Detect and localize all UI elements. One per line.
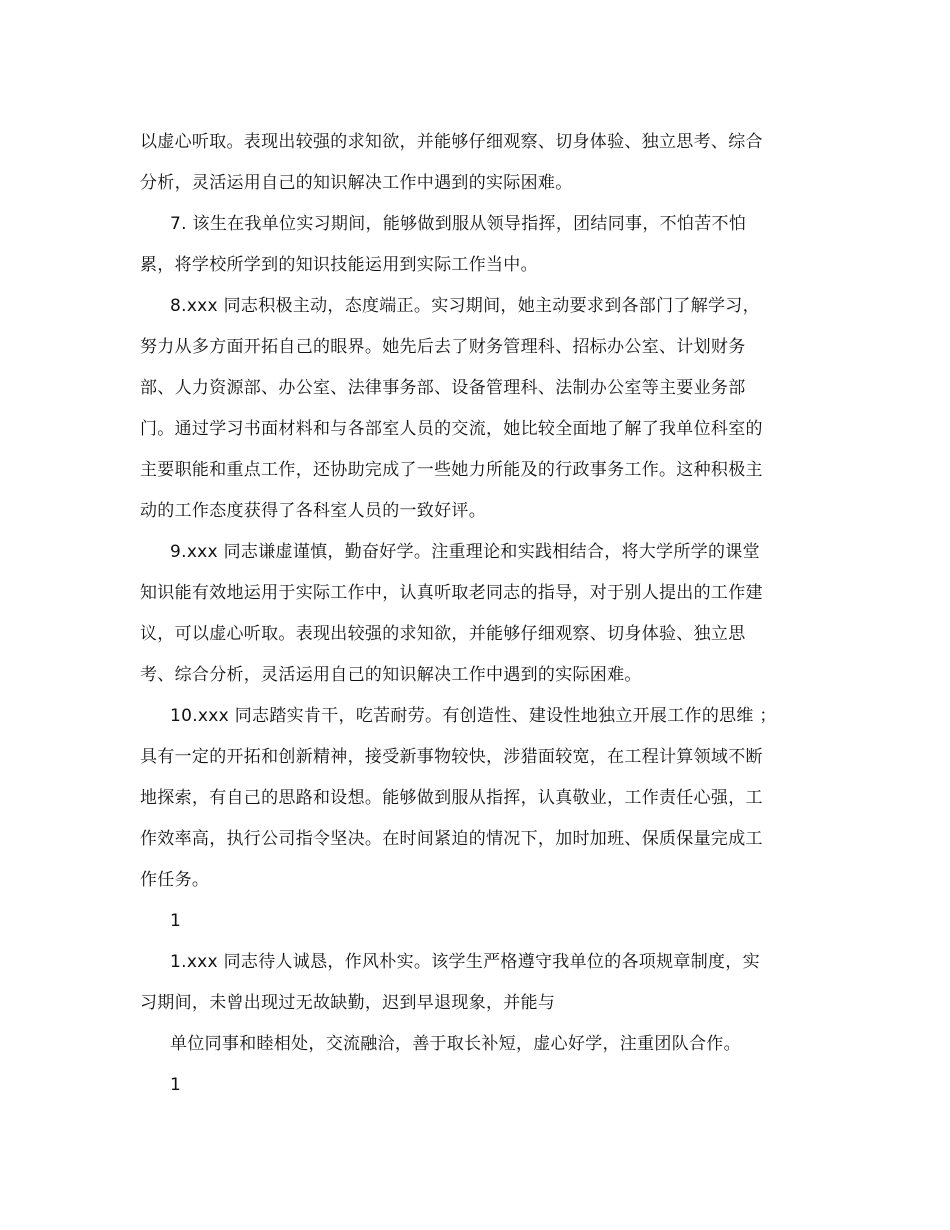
text-line: 作效率高，执行公司指令坚决。在时间紧迫的情况下，加时加班、保质保量完成工 [140, 829, 763, 849]
paragraph-start-line: 9.xxx 同志谦虚谨慎，勤奋好学。注重理论和实践相结合，将大学所学的课堂 [170, 542, 760, 562]
text-line: 习期间，未曾出现过无故缺勤，迟到早退现象，并能与 [140, 993, 556, 1013]
paragraph-start-line: 1.xxx 同志待人诚恳，作风朴实。该学生严格遵守我单位的各项规章制度，实 [170, 952, 760, 972]
text-line: 主要职能和重点工作，还协助完成了一些她力所能及的行政事务工作。这种积极主 [140, 460, 763, 480]
text-line: 作任务。 [140, 870, 210, 890]
text-line: 部、人力资源部、办公室、法律事务部、设备管理科、法制办公室等主要业务部 [140, 378, 746, 398]
text-line: 累，将学校所学到的知识技能运用到实际工作当中。 [140, 255, 538, 275]
text-line: 考、综合分析，灵活运用自己的知识解决工作中遇到的实际困难。 [140, 665, 642, 685]
page-number: 1 [170, 1075, 182, 1095]
paragraph-start-line: 7. 该生在我单位实习期间，能够做到服从领导指挥，团结同事，不怕苦不怕 [170, 214, 747, 234]
text-line: 具有一定的开拓和创新精神，接受新事物较快，涉猎面较宽，在工程计算领域不断 [140, 747, 763, 767]
page-number: 1 [170, 911, 182, 931]
text-line: 议，可以虚心听取。表现出较强的求知欲，并能够仔细观察、切身体验、独立思 [140, 624, 746, 644]
paragraph-start-line: 10.xxx 同志踏实肯干，吃苦耐劳。有创造性、建设性地独立开展工作的思维 ； [170, 706, 777, 726]
text-line: 努力从多方面开拓自己的眼界。她先后去了财务管理科、招标办公室、计划财务 [140, 337, 746, 357]
paragraph-start-line: 8.xxx 同志积极主动，态度端正。实习期间，她主动要求到各部门了解学习， [170, 296, 760, 316]
text-line: 分析，灵活运用自己的知识解决工作中遇到的实际困难。 [140, 173, 573, 193]
text-line: 单位同事和睦相处，交流融洽，善于取长补短，虚心好学，注重团队合作。 [170, 1034, 741, 1054]
text-line: 地探索，有自己的思路和设想。能够做到服从指挥，认真敬业，工作责任心强，工 [140, 788, 763, 808]
text-line: 动的工作态度获得了各科室人员的一致好评。 [140, 501, 486, 521]
text-line: 知识能有效地运用于实际工作中，认真听取老同志的指导，对于别人提出的工作建 [140, 583, 763, 603]
text-line: 以虚心听取。表现出较强的求知欲，并能够仔细观察、切身体验、独立思考、综合 [140, 132, 763, 152]
text-line: 门。通过学习书面材料和与各部室人员的交流，她比较全面地了解了我单位科室的 [140, 419, 763, 439]
